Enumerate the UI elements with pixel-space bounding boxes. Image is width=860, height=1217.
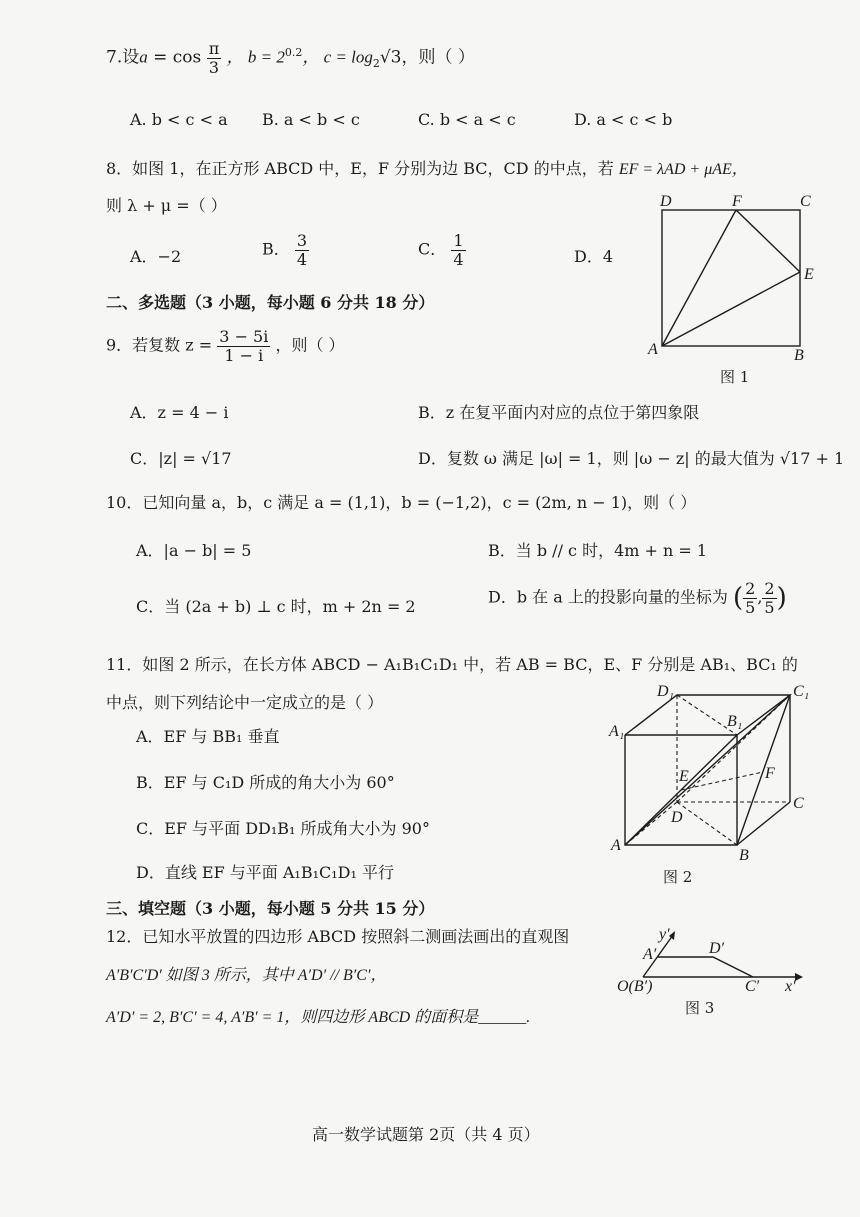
q8-equation: EF = λAD + μAE， [618,161,748,178]
fig1-label-d: D [660,193,672,210]
fig1-label-e: E [804,266,814,283]
q10-paren-close: ) [776,583,787,614]
q7-b-exp: 0.2 [284,45,303,59]
q10-option-a: A．|a − b| = 5 [136,541,252,560]
q9-option-a: A．z = 4 − i [130,403,229,422]
q7-c: ， c = log [302,47,373,67]
q10-frac-2-den: 5 [764,597,775,617]
q7-tail: ，则（ ） [401,47,475,68]
q8-option-d: D．4 [574,247,614,266]
q11-option-c: C．EF 与平面 DD₁B₁ 所成角大小为 90° [136,819,430,838]
q8-option-b-label: B． [262,239,290,259]
q8-option-c-label: C． [418,239,447,259]
q7-a: a [139,47,148,67]
q11-line2: 中点，则下列结论中一定成立的是（ ） [106,693,384,712]
page-footer: 高一数学试题第 2页（共 4 页） [312,1125,540,1144]
q9-option-d: D．复数 ω 满足 |ω| = 1，则 |ω − z| 的最大值为 √17 + 1 [418,449,845,468]
q10-frac-2-num: 2 [764,579,775,598]
fig2-caption: 图 2 [663,868,693,886]
q7-c-arg: √3 [379,47,402,68]
section-2-heading: 二、多选题（3 小题，每小题 6 分共 18 分） [106,293,435,312]
q7-fraction [207,40,222,76]
q10-paren-open: ( [732,583,744,614]
fig3-label-a: A′ [643,946,657,963]
fig1-label-f: F [732,193,742,210]
q9-pre: 9．若复数 z = [106,335,213,355]
q10-option-b: B．当 b // c 时，4m + n = 1 [488,541,708,560]
fig1-caption: 图 1 [720,368,750,386]
q10-stem: 10．已知向量 a，b，c 满足 a = (1,1)，b = (−1,2)，c = (2m, n − 1)，则（ ） [106,493,697,512]
fig2-label-c1: C₁ [793,683,810,700]
q8-option-c-frac [451,232,465,268]
section-3-heading: 三、填空题（3 小题，每小题 5 分共 15 分） [106,899,435,918]
q9-tail: ，则（ ） [275,335,345,355]
q7-b: ， b = 2 [226,47,285,67]
q11-option-a: A．EF 与 BB₁ 垂直 [136,727,280,746]
q7-stem [106,40,475,76]
fig3-label-x: x′ [785,978,796,995]
q11-option-b: B．EF 与 C₁D 所成的角大小为 60° [136,773,395,792]
q7-pre: 设 [122,47,140,68]
fig2-label-d: D [671,809,683,826]
q8-line2: 则 λ + μ =（ ） [106,196,227,215]
fig2-hidden-db [677,802,737,845]
q8-option-a: A．−2 [130,247,182,266]
fig1-label-a: A [648,341,658,358]
fig2-label-a1: A₁ [609,723,625,740]
q9-frac-den: 1 − i [224,345,264,365]
fig1-label-b: B [794,347,804,364]
q9-option-c: C．|z| = √17 [130,449,232,468]
fig2-label-b: B [739,847,749,864]
q9-option-b: B．z 在复平面内对应的点位于第四象限 [418,403,700,422]
q9-stem [106,328,345,364]
q10-frac-1-num: 2 [745,579,756,598]
fig2-label-b1: B₁ [727,713,743,730]
q8-b-den: 4 [296,249,308,269]
fig3-label-c: C′ [745,978,760,995]
fig1-label-c: C [800,193,811,210]
q11-line1: 11．如图 2 所示，在长方体 ABCD − A₁B₁C₁D₁ 中，若 AB = BC，E、F 分别是 AB₁、BC₁ 的 [106,655,798,674]
q8-option-b-frac [295,232,309,268]
fig2-label-e: E [679,768,689,785]
fig1-square [662,210,800,346]
fig3-label-d: D′ [709,940,725,957]
q7-option-d: D. a < c < b [574,110,673,129]
q10-frac-1 [743,580,757,616]
fig1-line-fe [736,210,800,272]
figure-2 [605,680,835,890]
q12-line2: A′B′C′D′ 如图 3 所示，其中 A′D′ // B′C′， [106,967,387,984]
fig3-label-y: y′ [659,926,670,943]
q7-frac-num: π [208,39,220,58]
q9-frac-num: 3 − 5i [219,327,269,346]
q7-cos: = cos [147,47,202,68]
q10-option-d: D．b 在 a 上的投影向量的坐标为 ( $\frac{2}{5}$ , $\frac{2}{5}$ ) [488,579,787,617]
q10-option-c: C．当 (2a + b) ⊥ c 时，m + 2n = 2 [136,597,416,616]
q11-option-d: D．直线 EF 与平面 A₁B₁C₁D₁ 平行 [136,863,394,882]
fig3-quadrilateral [657,957,753,977]
q8-line1 [106,156,748,179]
figure-1 [640,188,830,388]
q7-option-b: B. a < b < c [262,110,360,129]
fig3-x-arrow [795,973,803,981]
q10-option-d-label: D．b 在 a 上的投影向量的坐标为 [488,587,728,607]
fig3-caption: 图 3 [685,999,715,1017]
q7-option-c: C. b < a < c [418,110,516,129]
q12-line3: A′D′ = 2, B′C′ = 4, A′B′ = 1，则四边形 ABCD 的面积是______. [106,1009,531,1026]
q10-frac-2 [762,580,776,616]
q8-text: 8．如图 1，在正方形 ABCD 中，E，F 分别为边 BC，CD 的中点，若 [106,159,614,178]
fig2-line-bc1 [737,695,790,845]
fig2-label-a: A [611,837,621,854]
fig2-label-c: C [793,795,804,812]
fig2-line-ab1 [625,735,737,845]
q12-line1: 12．已知水平放置的四边形 ABCD 按照斜二测画法画出的直观图 [106,927,570,946]
q8-c-den: 4 [453,249,464,269]
fig3-label-o: O(B′) [617,978,653,995]
fig2-label-d1: D₁ [657,683,675,700]
q7-option-a: A. b < c < a [130,110,228,129]
figure-3 [615,925,805,1025]
q8-b-num: 3 [296,231,308,250]
q9-fraction [217,328,270,364]
q7-number: 7. [106,47,123,68]
q7-c-sub: 2 [372,56,380,70]
q8-c-num: 1 [453,231,464,250]
q7-frac-den: 3 [208,57,220,77]
fig2-label-f: F [765,765,775,782]
q10-frac-1-den: 5 [745,597,756,617]
q8-option-b [262,232,309,268]
q8-option-c [418,232,466,268]
